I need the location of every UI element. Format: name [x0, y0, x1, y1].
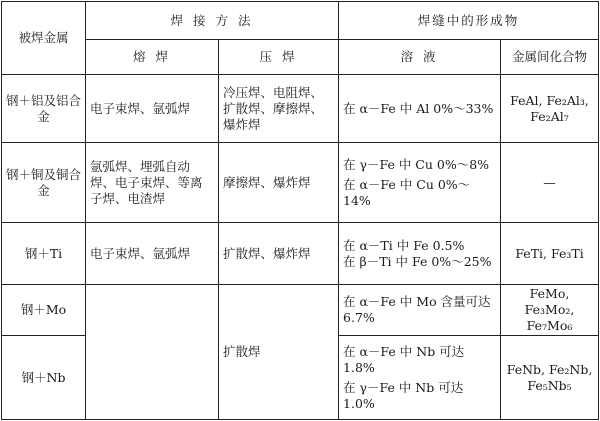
metal-cell: 钢＋铜及铜合金 [2, 143, 86, 223]
metal-cell: 钢＋Mo [2, 285, 86, 336]
solution-cell [339, 143, 501, 223]
fusion-cell: 电子束焊、氩弧焊 [86, 75, 219, 143]
table-row [2, 143, 599, 223]
solution-line: 在 α－Fe 中 Cu 0%～14% [343, 176, 471, 208]
solution-cell [339, 285, 501, 336]
fusion-cell: 电子束焊、氩弧焊 [86, 223, 219, 285]
solution-cell [339, 75, 501, 143]
solution-cell [339, 336, 501, 420]
solution-line: 在 γ－Fe 中 Nb 可达 1.0% [343, 379, 464, 411]
compound-cell: FeMo, Fe₃Mo₂, Fe₇Mo₆ [501, 285, 599, 336]
table-row [2, 223, 599, 285]
compound-cell: FeAl, Fe₂Al₃, Fe₂Al₇ [501, 75, 599, 143]
solution-line: 在 α－Fe 中 Mo 含量可达 6.7% [343, 294, 491, 325]
header-process: 焊 接 方 法 [86, 2, 339, 40]
header-weld-products: 焊缝中的形成物 [339, 2, 599, 40]
header-pressure: 压 焊 [219, 40, 339, 75]
header-intermetallic: 金属间化合物 [501, 40, 599, 75]
metal-cell: 钢＋铝及铝合金 [2, 75, 86, 143]
fusion-cell-empty [86, 285, 219, 420]
metal-cell: 钢＋Ti [2, 223, 86, 285]
table-row [2, 285, 599, 336]
compound-cell: FeTi, Fe₃Ti [501, 223, 599, 285]
header-row-1 [2, 2, 599, 40]
table-row [2, 75, 599, 143]
pressure-cell: 扩散焊、爆炸焊 [219, 223, 339, 285]
pressure-cell: 摩擦焊、爆炸焊 [219, 143, 339, 223]
solution-cell [339, 223, 501, 285]
welding-table [1, 1, 599, 420]
compound-cell: — [501, 143, 599, 223]
solution-line: 在 α－Ti 中 Fe 0.5% [343, 237, 465, 253]
header-row-2 [2, 40, 599, 75]
compound-cell: FeNb, Fe₂Nb, Fe₅Nb₅ [501, 336, 599, 420]
pressure-cell: 冷压焊、电阻焊、扩散焊、摩擦焊、爆炸焊 [219, 75, 339, 143]
solution-line: 在 γ－Fe 中 Cu 0%～8% [343, 156, 490, 172]
pressure-cell: 扩散焊 [219, 285, 339, 420]
metal-cell: 钢＋Nb [2, 336, 86, 420]
solution-line: 在 β－Ti 中 Fe 0%～25% [343, 253, 492, 269]
header-fusion: 熔 焊 [86, 40, 219, 75]
header-solution: 溶 液 [339, 40, 501, 75]
header-metal: 被焊金属 [2, 2, 86, 75]
fusion-cell: 氩弧焊、埋弧自动焊、电子束焊、等离子焊、电渣焊 [86, 143, 219, 223]
solution-line: 在 α－Fe 中 Nb 可达 1.8% [343, 343, 465, 375]
solution-line: 在 α－Fe 中 Al 0%～33% [343, 100, 494, 116]
